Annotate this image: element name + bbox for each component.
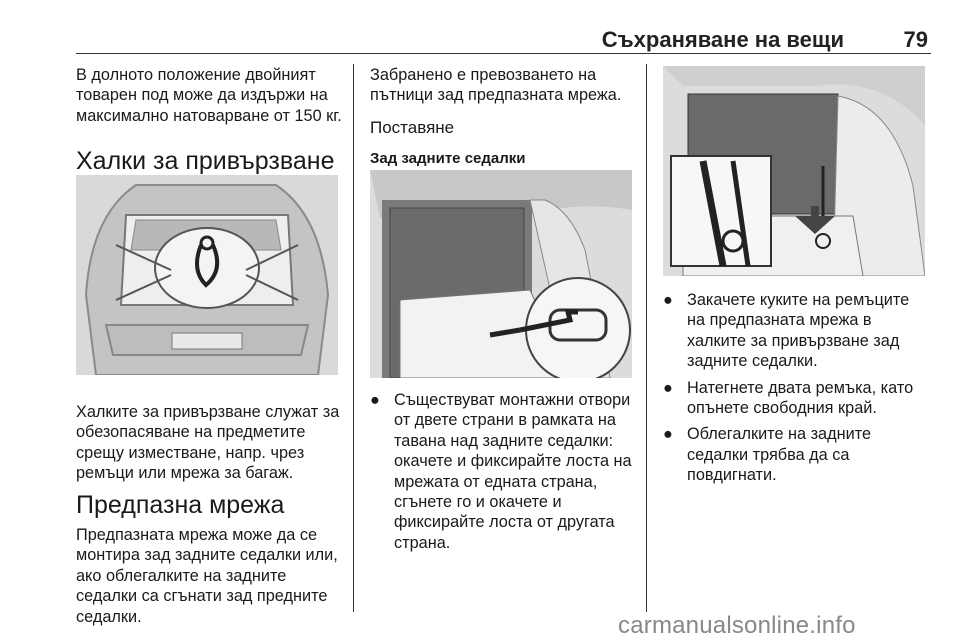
text-line: Съществуват монтажни отвори (394, 391, 631, 409)
section-heading-installation: Поставяне (370, 118, 455, 137)
safety-net-text (76, 525, 346, 627)
text-line: срещу изместване, напр. чрез (76, 443, 305, 462)
list-item (663, 290, 928, 372)
list-item (663, 378, 928, 419)
text-line: седалки са сгънати зад предните (76, 587, 328, 606)
bullet-icon: ● (663, 378, 673, 397)
text-line: задните седалки. (687, 352, 818, 371)
text-line: пътници зад предпазната мрежа. (370, 86, 622, 105)
column-divider-left (353, 64, 354, 612)
text-line: ремъци или мрежа за багаж. (76, 464, 294, 483)
text-line: товарен под може да издържи на (76, 86, 328, 105)
tie-rings-illustration (76, 175, 338, 375)
bullet-icon: ● (370, 391, 380, 409)
text-line: Закачете куките на ремъците (687, 291, 910, 309)
text-line: Облегалките на задните (687, 425, 872, 444)
left-intro (76, 65, 346, 126)
text-line: седалки. (76, 607, 142, 626)
text-line: от двете страни в рамката на (394, 411, 616, 430)
text-line: повдигнати. (687, 466, 777, 485)
text-line: ако облегалките на задните (76, 566, 287, 585)
text-line: Забранено е превозването на (370, 66, 597, 84)
text-line: Халките за привързване служат за (76, 403, 340, 421)
text-line: монтира зад задните седалки или, (76, 546, 338, 565)
watermark-text: carmanualsonline.info (618, 612, 856, 639)
text-line: мрежата от едната страна, (394, 472, 598, 491)
text-line: окачете и фиксирайте лоста на (394, 452, 632, 471)
column-divider-right (646, 64, 647, 612)
strap-hooks-illustration (663, 66, 925, 276)
list-item (663, 424, 928, 485)
text-line: тавана над задните седалки: (394, 431, 614, 450)
text-line: на предпазната мрежа в (687, 311, 872, 330)
bullet-icon: ● (663, 425, 673, 444)
net-installation-illustration (370, 170, 632, 378)
section-heading-safety-net: Предпазна мрежа (76, 491, 285, 519)
text-line: В долното положение двойният (76, 66, 316, 84)
bullet-icon: ● (663, 291, 673, 309)
page-header-title: Съхраняване на вещи (601, 27, 844, 52)
middle-bullet (370, 390, 640, 553)
page-number: 79 (903, 27, 928, 52)
header-rule (76, 53, 931, 54)
text-line: Натегнете двата ремъка, като (687, 378, 914, 397)
text-line: фиксирайте лоста от другата (394, 513, 615, 532)
text-line: сгънете го и окачете и (394, 493, 562, 512)
text-line: страна. (394, 533, 451, 552)
text-line: опънете свободния край. (687, 399, 877, 418)
text-line: халките за привързване зад (687, 331, 900, 350)
section-heading-tie-rings: Халки за привързване (76, 147, 335, 175)
right-bullets (663, 290, 928, 486)
subheading-behind-rear-seats: Зад задните седалки (370, 150, 526, 167)
text-line: Предпазната мрежа може да се (76, 526, 318, 544)
middle-intro (370, 65, 640, 106)
text-line: максимално натоварване от 150 кг. (76, 106, 342, 125)
figure-caption (76, 402, 346, 484)
text-line: седалки трябва да са (687, 445, 850, 464)
text-line: обезопасяване на предметите (76, 423, 306, 442)
list-item (370, 390, 640, 553)
